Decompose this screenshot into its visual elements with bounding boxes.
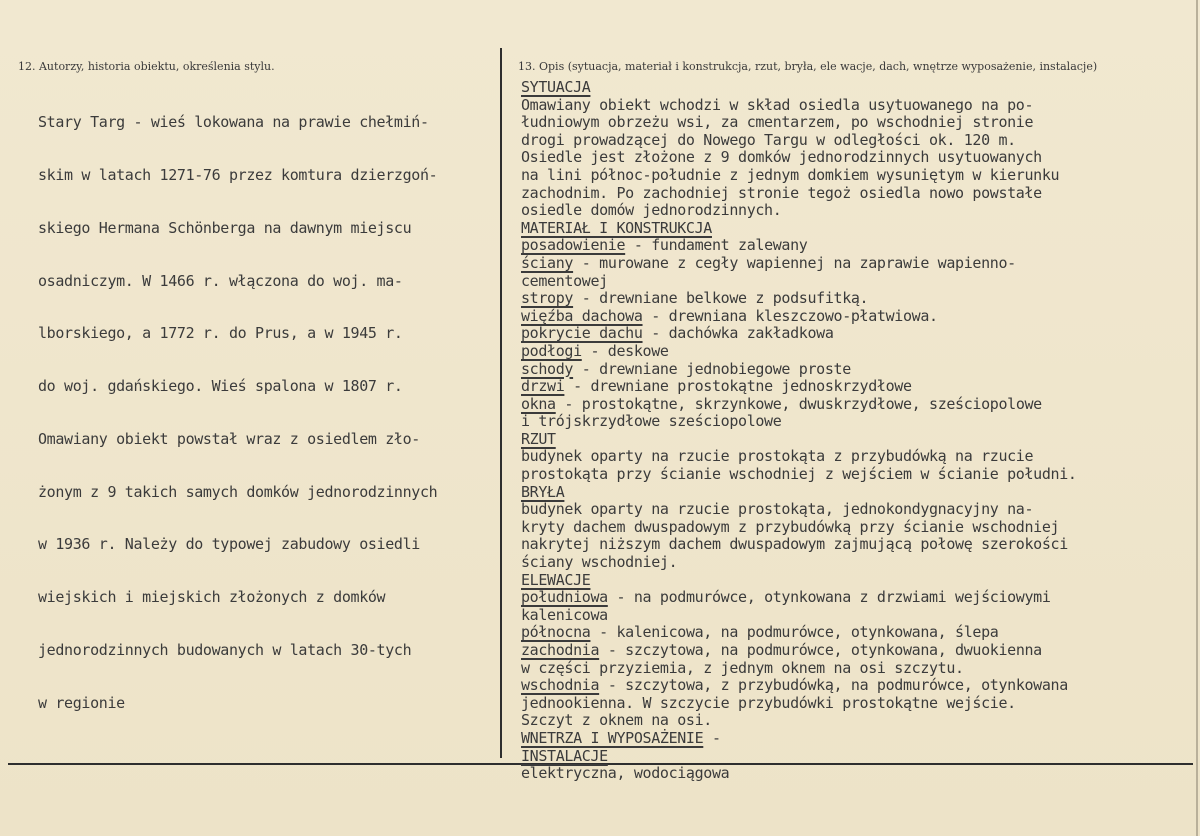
- description-text-run: - drewniane prostokątne jednoskrzydłowe: [564, 377, 912, 396]
- description-line: [521, 202, 1077, 220]
- description-line: [521, 624, 1077, 642]
- description-text-run: elektryczna, wodociągowa: [521, 764, 730, 783]
- description-text-run: ściany wschodniej.: [521, 553, 678, 572]
- column-divider: [500, 48, 502, 758]
- description-line: [521, 361, 1077, 379]
- description-text-run: - drewniane belkowe z podsufitką.: [573, 289, 869, 308]
- description-text-run: -: [703, 728, 721, 747]
- underlined-term: ELEWACJE: [521, 570, 591, 589]
- description-line: [521, 325, 1077, 343]
- description-text-run: kalenicowa: [521, 605, 608, 624]
- description-text-run: - kalenicowa, na podmurówce, otynkowana, ślepa: [590, 623, 999, 642]
- description-line: [521, 607, 1077, 625]
- description-line: [521, 413, 1077, 431]
- description-line: [521, 695, 1077, 713]
- description-line: [521, 114, 1077, 132]
- description-line: [521, 79, 1077, 97]
- history-line: żonym z 9 takich samych domków jednorodzinnych: [38, 482, 438, 501]
- description-line: [521, 378, 1077, 396]
- description-text-run: prostokąta przy ścianie wschodniej z wejściem w ścianie południ.: [521, 465, 1077, 484]
- description-text-run: kryty dachem dwuspadowym z przybudówką przy ścianie wschodniej: [521, 517, 1060, 536]
- description-text-run: - drewniane jednobiegowe proste: [573, 359, 851, 378]
- description-line: [521, 431, 1077, 449]
- description-text-run: osiedle domów jednorodzinnych.: [521, 201, 782, 220]
- history-line: w 1936 r. Należy do typowej zabudowy osiedli: [38, 535, 420, 554]
- right-section-header: 13. Opis (sytuacja, materiał i konstrukcja, rzut, bryła, ele wacje, dach, wnętrze wyposażenie, instalacje): [518, 60, 1098, 73]
- underlined-term: podłogi: [521, 341, 582, 360]
- description-line: [521, 589, 1077, 607]
- description-text-run: jednookienna. W szczycie przybudówki prostokątne wejście.: [521, 693, 1016, 712]
- description-text-run: Osiedle jest złożone z 9 domków jednorodzinnych usytuowanych: [521, 148, 1042, 167]
- description-line: [521, 343, 1077, 361]
- sheet-edge: [1196, 0, 1198, 836]
- description-text-run: na lini północ-południe z jednym domkiem wysuniętym w kierunku: [521, 165, 1060, 184]
- history-line: wiejskich i miejskich złożonych z domków: [38, 588, 386, 607]
- description-line: [521, 220, 1077, 238]
- history-line: skiego Hermana Schönberga na dawnym miejscu: [38, 218, 412, 237]
- description-text-run: - murowane z cegły wapiennej na zaprawie wapienno-: [573, 253, 1016, 272]
- underlined-term: WNETRZA I WYPOSAŻENIE: [521, 728, 704, 747]
- description-line: [521, 132, 1077, 150]
- description-text-run: - drewniana kleszczowo-płatwiowa.: [642, 306, 938, 325]
- history-line: skim w latach 1271-76 przez komtura dzierzgoń-: [38, 165, 438, 184]
- description-text-run: - szczytowa, na podmurówce, otynkowana, dwuokienna: [599, 641, 1042, 659]
- description-line: [521, 466, 1077, 484]
- description-text-run: nakrytej niższym dachem dwuspadowym zajmującą połowę szerokości: [521, 535, 1068, 554]
- underlined-term: południowa: [521, 588, 608, 607]
- description-text-run: budynek oparty na rzucie prostokąta, jednokondygnacyjny na-: [521, 500, 1034, 519]
- underlined-term: wschodnia: [521, 676, 600, 695]
- underlined-term: pokrycie dachu: [521, 324, 643, 343]
- history-line: jednorodzinnych budowanych w latach 30-tych: [38, 641, 412, 659]
- description-line: [521, 185, 1077, 203]
- underlined-term: SYTUACJA: [521, 78, 591, 96]
- underlined-term: więźba dachowa: [521, 306, 643, 325]
- description-text-run: zachodnim. Po zachodniej stronie tegoż osiedla nowo powstałe: [521, 183, 1042, 202]
- description-line: [521, 484, 1077, 502]
- underlined-term: INSTALACJE: [521, 746, 608, 765]
- description-line: [521, 149, 1077, 167]
- underlined-term: MATERIAŁ I KONSTRUKCJA: [521, 218, 712, 237]
- underlined-term: drzwi: [521, 377, 565, 396]
- history-text: [38, 79, 437, 748]
- left-section-header: 12. Autorzy, historia obiektu, określenia stylu.: [18, 60, 275, 73]
- description-line: [521, 308, 1077, 326]
- underlined-term: ściany: [521, 253, 574, 272]
- description-line: [521, 448, 1077, 466]
- underlined-term: schody: [521, 359, 574, 378]
- description-text-run: i trójskrzydłowe sześciopolowe: [521, 412, 782, 431]
- description-line: [521, 237, 1077, 255]
- description-line: [521, 765, 1077, 783]
- history-line: lborskiego, a 1772 r. do Prus, a w 1945 r.: [38, 324, 403, 343]
- history-line: w regionie: [38, 693, 125, 712]
- history-line: do woj. gdańskiego. Wieś spalona w 1807 r.: [38, 377, 403, 396]
- description-line: [521, 255, 1077, 273]
- description-line: [521, 677, 1077, 695]
- history-line: Omawiany obiekt powstał wraz z osiedlem zło-: [38, 429, 420, 448]
- description-line: [521, 290, 1077, 308]
- description-text-run: - dachówka zakładkowa: [642, 324, 834, 343]
- description-text-run: - szczytowa, z przybudówką, na podmurówce, otynkowana: [599, 676, 1068, 695]
- description-text-run: Szczyt z oknem na osi.: [521, 711, 712, 730]
- description-text-run: łudniowym obrzeżu wsi, za cmentarzem, po wschodniej stronie: [521, 113, 1034, 132]
- description-line: [521, 396, 1077, 414]
- description-text-run: - na podmurówce, otynkowana z drzwiami wejściowymi: [607, 588, 1051, 607]
- description-line: [521, 273, 1077, 291]
- description-line: [521, 536, 1077, 554]
- description-text-run: - deskowe: [581, 341, 669, 360]
- description-line: [521, 642, 1077, 660]
- description-text-run: - fundament zalewany: [625, 236, 808, 255]
- description-text-run: drogi prowadzącej do Nowego Targu w odległości ok. 120 m.: [521, 130, 1016, 149]
- underlined-term: zachodnia: [521, 641, 600, 659]
- description-text-run: - prostokątne, skrzynkowe, dwuskrzydłowe, sześciopolowe: [555, 394, 1042, 413]
- description-line: [521, 97, 1077, 115]
- history-line: Stary Targ - wieś lokowana na prawie chełmiń-: [38, 113, 429, 132]
- description-line: [521, 519, 1077, 537]
- description-line: [521, 748, 1077, 766]
- underlined-term: stropy: [521, 289, 574, 308]
- underlined-term: okna: [521, 394, 556, 413]
- description-text-run: Omawiany obiekt wchodzi w skład osiedla usytuowanego na po-: [521, 95, 1034, 114]
- description-line: [521, 554, 1077, 572]
- underlined-term: RZUT: [521, 429, 556, 448]
- description-text-run: budynek oparty na rzucie prostokąta z przybudówką na rzucie: [521, 447, 1034, 466]
- description-line: [521, 712, 1077, 730]
- description-line: [521, 501, 1077, 519]
- underlined-term: BRYŁA: [521, 482, 565, 501]
- description-text-run: w części przyziemia, z jednym oknem na osi szczytu.: [521, 658, 964, 677]
- description-text-run: cementowej: [521, 271, 608, 290]
- underlined-term: posadowienie: [521, 236, 626, 255]
- description-text: [521, 79, 1077, 783]
- description-line: [521, 730, 1077, 748]
- history-line: osadniczym. W 1466 r. włączona do woj. ma-: [38, 271, 403, 290]
- description-line: [521, 572, 1077, 590]
- description-line: [521, 660, 1077, 678]
- description-line: [521, 167, 1077, 185]
- underlined-term: północna: [521, 623, 591, 642]
